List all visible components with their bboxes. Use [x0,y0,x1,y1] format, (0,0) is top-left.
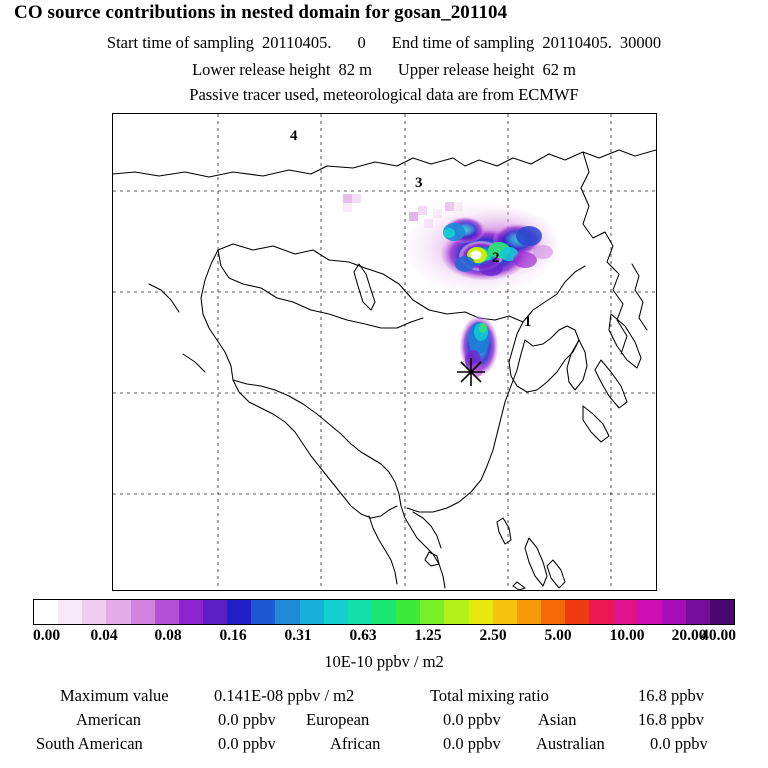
colorbar-swatch-6 [179,600,203,624]
colorbar-swatch-24 [613,600,637,624]
region-value-african: 0.0 ppbv [443,734,501,753]
colorbar-swatch-15 [396,600,420,624]
colorbar-tick-9: 10.00 [609,627,645,644]
lower-release-height-label: Lower release height [192,60,331,79]
colorbar-swatch-3 [106,600,130,624]
colorbar-swatch-12 [324,600,348,624]
colorbar-swatch-4 [131,600,155,624]
colorbar-swatch-10 [275,600,299,624]
map-svg [113,114,656,590]
cluster-label-4: 4 [290,128,298,144]
colorbar-swatch-7 [203,600,227,624]
summary-row-1 [0,710,768,734]
colorbar-tick-7: 2.50 [479,627,507,644]
upper-release-height-value: 62 m [542,60,576,79]
colorbar-swatch-16 [420,600,444,624]
colorbar [33,599,735,625]
summary-row-2 [0,734,768,758]
colorbar-tick-8: 5.00 [544,627,572,644]
colorbar-swatch-8 [227,600,251,624]
summary-table [0,686,768,758]
colorbar-swatch-27 [686,600,710,624]
start-date-value: 20110405. [262,33,332,52]
colorbar-swatch-5 [155,600,179,624]
colorbar-tick-11: 40.00 [701,627,736,644]
region-value-european: 0.0 ppbv [443,710,501,729]
colorbar-tick-3: 0.16 [219,627,247,644]
map-gridlines [113,114,656,590]
colorbar-swatch-23 [589,600,613,624]
end-time-value: 30000 [619,33,662,52]
page-title: CO source contributions in nested domain for gosan_201104 [14,2,508,23]
upper-release-height-label: Upper release height [397,60,535,79]
colorbar-swatch-26 [662,600,686,624]
release-site-star [457,358,485,386]
start-time-label: Start time of sampling [106,33,255,52]
region-value-australian: 0.0 ppbv [650,734,708,753]
sampling-time-line [0,33,768,53]
colorbar-tick-labels [0,627,768,645]
start-time-value: 0 [357,33,366,52]
maximum-value: 0.141E-08 ppbv / m2 [214,686,355,705]
region-label-european: European [306,710,370,729]
colorbar-tick-2: 0.08 [154,627,182,644]
colorbar-swatch-21 [541,600,565,624]
region-label-african: African [330,734,381,753]
colorbar-swatch-9 [251,600,275,624]
end-time-label: End time of sampling [391,33,535,52]
cluster-label-1: 1 [524,314,532,330]
region-label-south-american: South American [36,734,143,753]
colorbar-swatch-14 [372,600,396,624]
region-label-australian: Australian [536,734,605,753]
tracer-note: Passive tracer used, meteorological data are from ECMWF [189,85,579,104]
region-label-american: American [76,710,142,729]
total-mixing-ratio-value: 16.8 ppbv [638,686,704,705]
colorbar-swatch-22 [565,600,589,624]
colorbar-swatch-20 [517,600,541,624]
summary-row-max [0,686,768,710]
colorbar-swatch-28 [710,600,734,624]
colorbar-swatch-1 [58,600,82,624]
colorbar-swatch-18 [469,600,493,624]
colorbar-swatch-17 [444,600,468,624]
concentration-field [343,194,559,377]
colorbar-swatch-13 [348,600,372,624]
colorbar-unit-label: 10E-10 ppbv / m2 [324,652,444,671]
maximum-value-label: Maximum value [60,686,169,705]
colorbar-tick-5: 0.63 [349,627,377,644]
colorbar-swatch-25 [638,600,662,624]
colorbar-tick-4: 0.31 [284,627,312,644]
end-date-value: 20110405. [542,33,612,52]
region-label-asian: Asian [538,710,577,729]
colorbar-swatch-11 [300,600,324,624]
release-height-line [0,60,768,80]
total-mixing-ratio-label: Total mixing ratio [430,686,549,705]
region-value-american: 0.0 ppbv [218,710,276,729]
cluster-label-3: 3 [415,175,423,191]
map-coastlines [113,150,656,590]
colorbar-tick-0: 0.00 [33,627,61,644]
colorbar-swatch-19 [493,600,517,624]
region-value-asian: 16.8 ppbv [638,710,704,729]
cluster-label-2: 2 [492,250,500,266]
colorbar-tick-6: 1.25 [414,627,442,644]
region-value-south-american: 0.0 ppbv [218,734,276,753]
colorbar-tick-10: 20.00 [671,627,707,644]
colorbar-swatch-0 [34,600,58,624]
colorbar-tick-1: 0.04 [90,627,118,644]
map-panel [112,113,657,591]
colorbar-swatch-2 [82,600,106,624]
lower-release-height-value: 82 m [338,60,372,79]
